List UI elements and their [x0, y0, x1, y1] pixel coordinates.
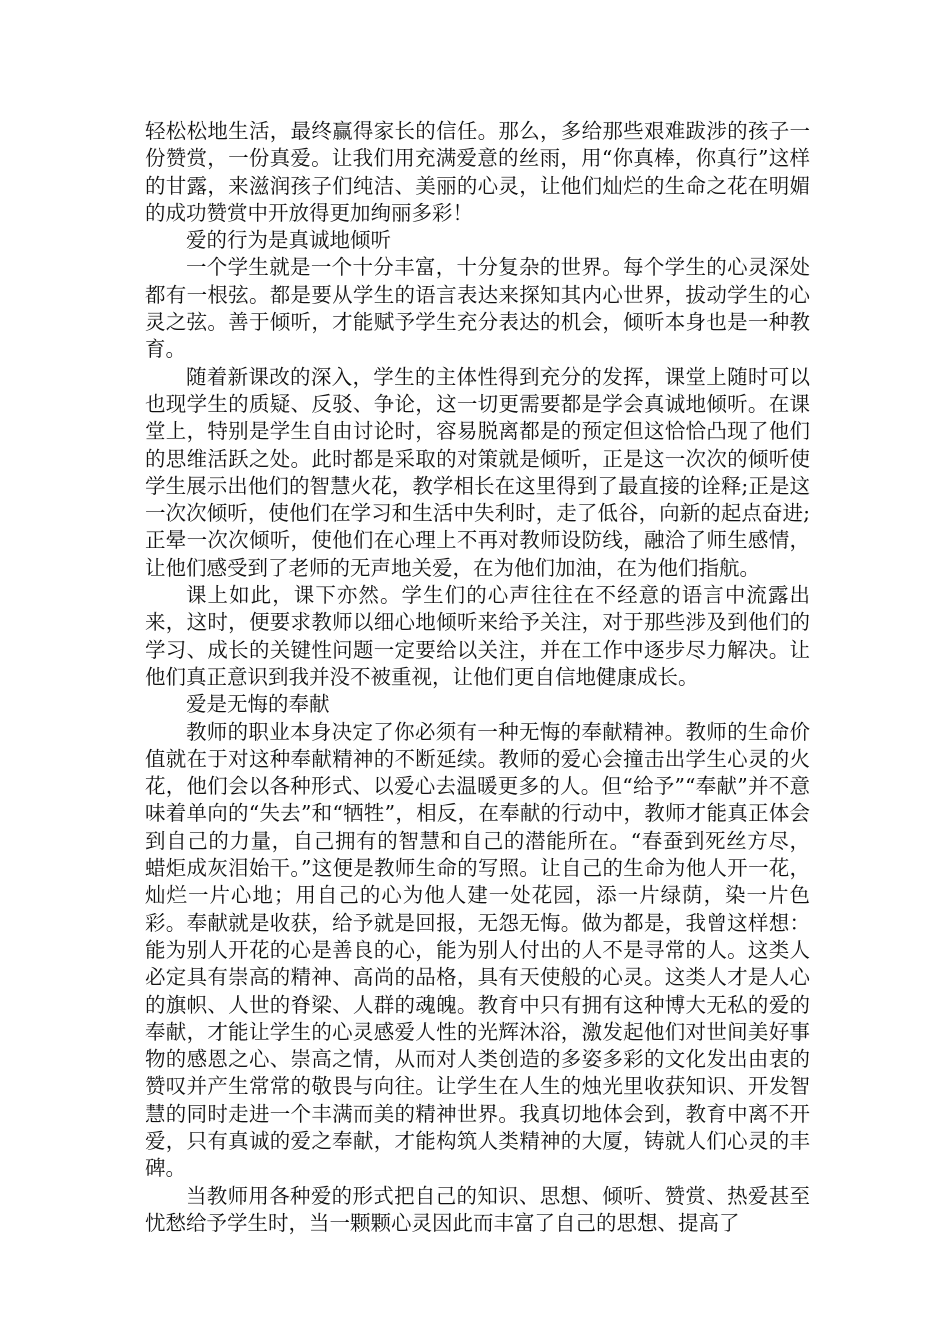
paragraph-after-class: 课上如此，课下亦然。学生们的心声往往在不经意的语言中流露出来，这时，便要求教师以细心地倾听来给予关注，对于那些涉及到他们的学习、成长的关键性问题一定要给以关注，并在工作中逐步尽力解决。让他们真正意识到我并没不被重视，让他们更自信地健康成长。	[145, 583, 810, 689]
paragraph-closing: 当教师用各种爱的形式把自己的知识、思想、倾听、赞赏、热爱甚至忧愁给予学生时，当一颗颗心灵因此而丰富了自己的思想、提高了	[145, 1183, 810, 1235]
paragraph-continuation: 轻松松地生活，最终赢得家长的信任。那么，多给那些艰难跋涉的孩子一份赞赏，一份真爱。让我们用充满爱意的丝雨，用“你真棒，你真行”这样的甘露，来滋润孩子们纯洁、美丽的心灵，让他们灿烂的生命之花在明媚的成功赞赏中开放得更加绚丽多彩！	[145, 119, 810, 225]
section-heading-listening: 爱的行为是真诚地倾听	[186, 228, 391, 253]
paragraph-devotion: 教师的职业本身决定了你必须有一种无悔的奉献精神。教师的生命价值就在于对这种奉献精神的不断延续。教师的爱心会撞击出学生心灵的火花，他们会以各种形式、以爱心去温暖更多的人。但“给予”“奉献”并不意味着单向的“失去”和“牺牲”，相反，在奉献的行动中，教师才能真正体会到自己的力量，自己拥有的智慧和自己的潜能所在。“春蚕到死丝方尽，蜡炬成灰泪始干。”这便是教师生命的写照。让自己的生命为他人开一花，灿烂一片心地；用自己的心为他人建一处花园，添一片绿荫，染一片色彩。奉献就是收获，给予就是回报，无怨无悔。做为都是，我曾这样想：能为别人开花的心是善良的心，能为别人付出的人不是寻常的人。这类人必定具有崇高的精神、高尚的品格，具有天使般的心灵。这类人才是人心的旗帜、人世的脊梁、人群的魂魄。教育中只有拥有这种博大无私的爱的奉献，才能让学生的心灵感爱人性的光辉沐浴，激发起他们对世间美好事物的感恩之心、崇高之情，从而对人类创造的多姿多彩的文化发出由衷的赞叹并产生常常的敬畏与向往。让学生在人生的烛光里收获知识、开发智慧的同时走进一个丰满而美的精神世界。我真切地体会到，教育中离不开爱，只有真诚的爱之奉献，才能构筑人类精神的大厦，铸就人们心灵的丰碑。	[145, 719, 810, 1181]
document-page	[145, 118, 810, 1237]
paragraph-classroom-listening: 随着新课改的深入，学生的主体性得到充分的发挥，课堂上随时可以也现学生的质疑、反驳、争论，这一切更需要都是学会真诚地倾听。在课堂上，特别是学生自由讨论时，容易脱离都是的预定但这恰恰凸现了他们的思维活跃之处。此时都是采取的对策就是倾听，正是这一次次的倾听使学生展示出他们的智慧火花，教学相长在这里得到了最直接的诠释;正是这一次次倾听，使他们在学习和生活中失利时，走了低谷，向新的起点奋进;正晕一次次倾听，使他们在心理上不再对教师设防线，融洽了师生感情，让他们感受到了老师的无声地关爱，在为他们加油，在为他们指航。	[145, 364, 810, 580]
paragraph-listening-intro: 一个学生就是一个十分丰富，十分复杂的世界。每个学生的心灵深处都有一根弦。都是要从学生的语言表达来探知其内心世界，拔动学生的心灵之弦。善于倾听，才能赋予学生充分表达的机会，倾听本身也是一种教育。	[145, 255, 810, 362]
section-heading-devotion: 爱是无悔的奉献	[186, 692, 330, 717]
